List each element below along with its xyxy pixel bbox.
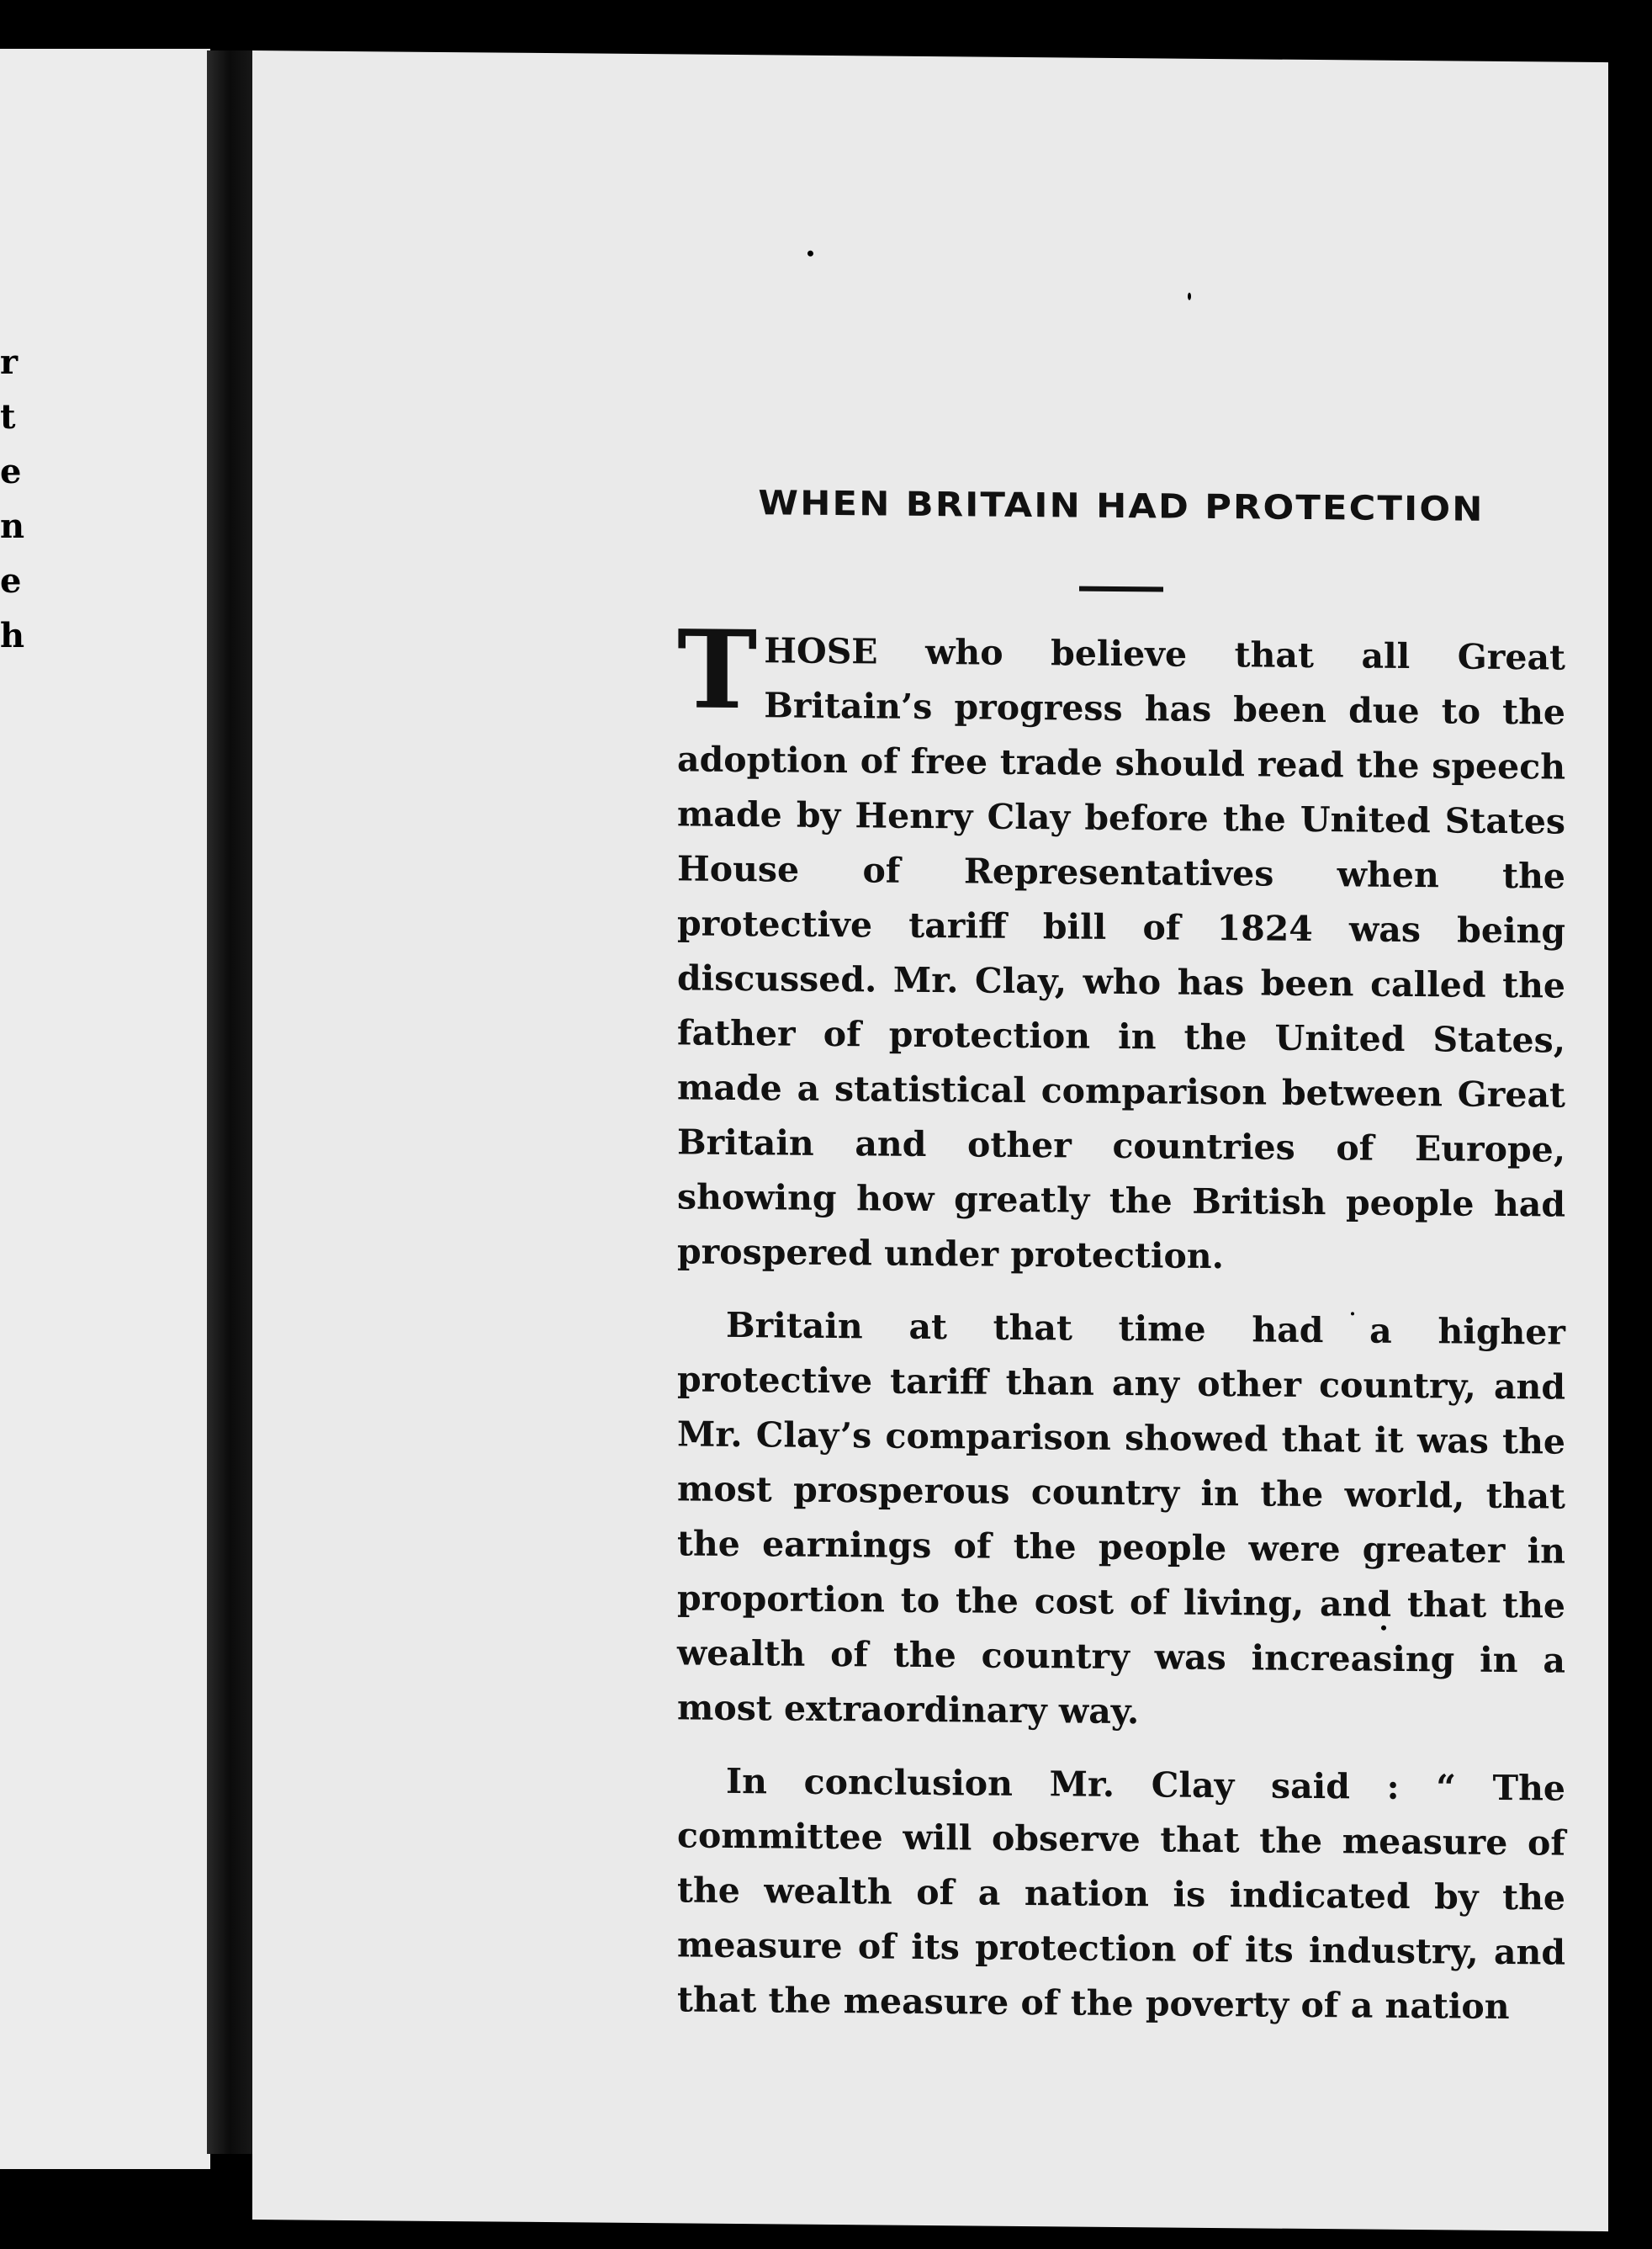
edge-letter: t <box>0 397 16 437</box>
page-speck <box>807 251 813 257</box>
article-paragraph: Britain at that time had a higher protective tariff than any other country, and Mr. Clay’s comparison showed that it was the most prosperous country in the world, that the earnings of the people were greater in proportion to the cost of living, and that the wealth of the country was increasing in a most extraordinary way. <box>677 1304 1565 1732</box>
article-paragraph <box>677 607 1565 1286</box>
drop-cap: T <box>677 607 758 735</box>
article-paragraph: In conclusion Mr. Clay said : “ The committee will observe that the measure of the wealth of a nation is indicated by the measure of its protection of its industry, and that the measure of the poverty of a nation <box>677 1760 1565 2028</box>
first-word: HOSE <box>764 630 878 672</box>
book-gutter <box>207 50 257 2154</box>
page-speck <box>1188 293 1191 300</box>
paragraph-text: who believe that all Great Britain’s progress has been due to the adoption of free trade should read the speech made by Henry Clay before the United States House of Representatives when the protective tariff bill of 1824 was being discussed. Mr. Clay, who has been called the father of protection in the United States, made a statistical comparison between Great Britain and other countries of Europe, showing how greatly the British people had prospered under protection. <box>677 631 1565 1277</box>
edge-letter: r <box>0 342 19 382</box>
article <box>677 483 1565 2034</box>
edge-letter: h <box>0 616 25 655</box>
left-facing-page <box>0 49 210 2169</box>
title-rule <box>1079 586 1163 592</box>
edge-letter: e <box>0 561 22 601</box>
edge-letter: n <box>0 507 25 546</box>
article-title: WHEN BRITAIN HAD PROTECTION <box>758 484 1485 529</box>
left-page-edge-letters <box>0 335 25 663</box>
book-page <box>252 50 1608 2231</box>
edge-letter: e <box>0 452 22 491</box>
